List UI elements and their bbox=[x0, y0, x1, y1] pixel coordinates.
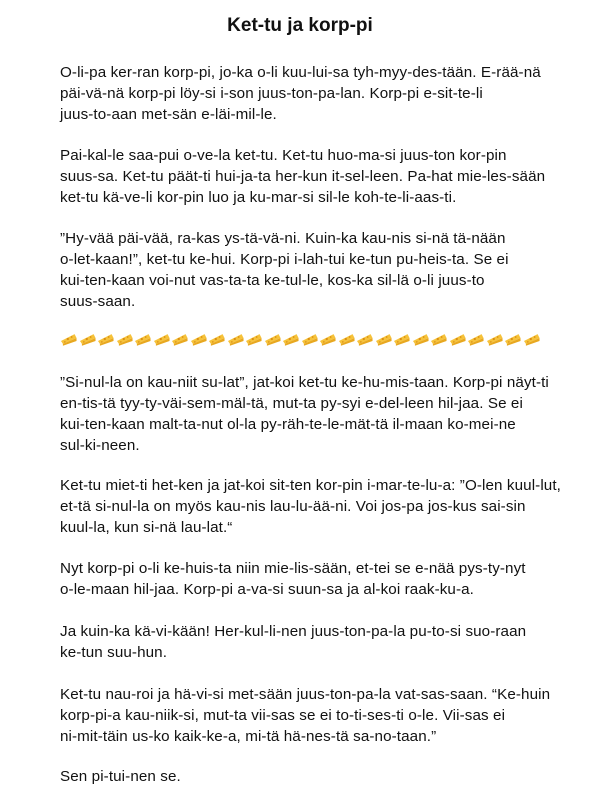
text-line: o-let-kaan!”, ket-tu ke-hui. Korp-pi i-lah-tui ke-tun pu-heis-ta. Se ei bbox=[60, 251, 509, 268]
text-line: kui-ten-kaan voi-nut vas-ta-ta ke-tul-le, kos-ka sil-lä o-li juus-to bbox=[60, 272, 485, 289]
cheese-divider bbox=[60, 332, 540, 348]
cheese-wedge-icon bbox=[264, 332, 282, 346]
story-title: Ket-tu ja korp-pi bbox=[227, 15, 373, 36]
text-line: ”Si-nul-la on kau-niit su-lat”, jat-koi ket-tu ke-hu-mis-taan. Korp-pi näyt-ti bbox=[60, 374, 549, 391]
cheese-wedge-icon bbox=[486, 332, 504, 346]
text-line: sul-ki-neen. bbox=[60, 437, 140, 454]
text-line: ket-tu kä-ve-li kor-pin luo ja ku-mar-si sil-le koh-te-li-aas-ti. bbox=[60, 189, 457, 206]
paragraph-8 bbox=[60, 684, 560, 747]
cheese-wedge-icon bbox=[467, 332, 485, 346]
cheese-wedge-icon bbox=[523, 332, 541, 346]
cheese-wedge-icon bbox=[79, 332, 97, 346]
text-line: Sen pi-tui-nen se. bbox=[60, 768, 181, 785]
text-line: o-le-maan hil-jaa. Korp-pi a-va-si suun-sa ja al-koi raak-ku-a. bbox=[60, 581, 474, 598]
cheese-wedge-icon bbox=[153, 332, 171, 346]
paragraph-4 bbox=[60, 372, 560, 456]
cheese-wedge-icon bbox=[227, 332, 245, 346]
cheese-wedge-icon bbox=[116, 332, 134, 346]
cheese-wedge-icon bbox=[301, 332, 319, 346]
text-line: juus-to-aan met-sän e-läi-mil-le. bbox=[60, 106, 277, 123]
paragraph-1 bbox=[60, 62, 560, 125]
cheese-wedge-icon bbox=[375, 332, 393, 346]
text-line: Ket-tu miet-ti het-ken ja jat-koi sit-ten kor-pin i-mar-te-lu-a: ”O-len kuul-lut, bbox=[60, 477, 561, 494]
text-line: ni-mit-täin us-ko kaik-ke-a, mi-tä hä-nes-tä sa-no-taan.” bbox=[60, 728, 437, 745]
cheese-wedge-icon bbox=[190, 332, 208, 346]
cheese-wedge-icon bbox=[134, 332, 152, 346]
cheese-wedge-icon bbox=[449, 332, 467, 346]
cheese-wedge-icon bbox=[412, 332, 430, 346]
paragraph-7 bbox=[60, 621, 560, 663]
cheese-wedge-icon bbox=[208, 332, 226, 346]
text-line: päi-vä-nä korp-pi löy-si i-son juus-ton-pa-lan. Korp-pi e-sit-te-li bbox=[60, 85, 483, 102]
text-line: O-li-pa ker-ran korp-pi, jo-ka o-li kuu-lui-sa tyh-myy-des-tään. E-rää-nä bbox=[60, 64, 541, 81]
text-line: Ja kuin-ka kä-vi-kään! Her-kul-li-nen juus-ton-pa-la pu-to-si suo-raan bbox=[60, 623, 527, 640]
cheese-wedge-icon bbox=[430, 332, 448, 346]
text-line: kui-ten-kaan malt-ta-nut ol-la py-räh-te-le-mät-tä il-maan ko-mei-ne bbox=[60, 416, 516, 433]
text-line: et-tä si-nul-la on myös kau-nis lau-lu-ää-ni. Voi jos-pa jos-kus sai-sin bbox=[60, 498, 526, 515]
text-line: suus-saan. bbox=[60, 293, 136, 310]
text-line: ”Hy-vää päi-vää, ra-kas ys-tä-vä-ni. Kuin-ka kau-nis si-nä tä-nään bbox=[60, 230, 506, 247]
cheese-wedge-icon bbox=[282, 332, 300, 346]
cheese-wedge-icon bbox=[97, 332, 115, 346]
paragraph-9 bbox=[60, 766, 560, 787]
cheese-wedge-icon bbox=[393, 332, 411, 346]
paragraph-3 bbox=[60, 228, 560, 312]
cheese-wedge-icon bbox=[338, 332, 356, 346]
paragraph-5 bbox=[60, 475, 560, 538]
cheese-wedge-icon bbox=[245, 332, 263, 346]
text-line: en-tis-tä tyy-ty-väi-sem-mäl-tä, mut-ta py-syi e-del-leen hil-jaa. Se ei bbox=[60, 395, 523, 412]
cheese-wedge-icon bbox=[504, 332, 522, 346]
cheese-wedge-icon bbox=[356, 332, 374, 346]
text-line: Nyt korp-pi o-li ke-huis-ta niin mie-lis-sään, et-tei se e-nää pys-ty-nyt bbox=[60, 560, 526, 577]
cheese-wedge-icon bbox=[319, 332, 337, 346]
text-line: korp-pi-a kau-niik-si, mut-ta vii-sas se ei to-ti-ses-ti o-le. Vii-sas ei bbox=[60, 707, 506, 724]
cheese-wedge-icon bbox=[171, 332, 189, 346]
text-line: ke-tun suu-hun. bbox=[60, 644, 168, 661]
text-line: kuul-la, kun si-nä lau-lat.“ bbox=[60, 519, 233, 536]
paragraph-6 bbox=[60, 558, 560, 600]
cheese-wedge-icon bbox=[60, 332, 78, 346]
paragraph-2 bbox=[60, 145, 560, 208]
text-line: Pai-kal-le saa-pui o-ve-la ket-tu. Ket-tu huo-ma-si juus-ton kor-pin bbox=[60, 147, 507, 164]
text-line: Ket-tu nau-roi ja hä-vi-si met-sään juus-ton-pa-la vat-sas-saan. “Ke-huin bbox=[60, 686, 551, 703]
text-line: suus-sa. Ket-tu päät-ti hui-ja-ta her-kun it-sel-leen. Pa-hat mie-les-sään bbox=[60, 168, 546, 185]
